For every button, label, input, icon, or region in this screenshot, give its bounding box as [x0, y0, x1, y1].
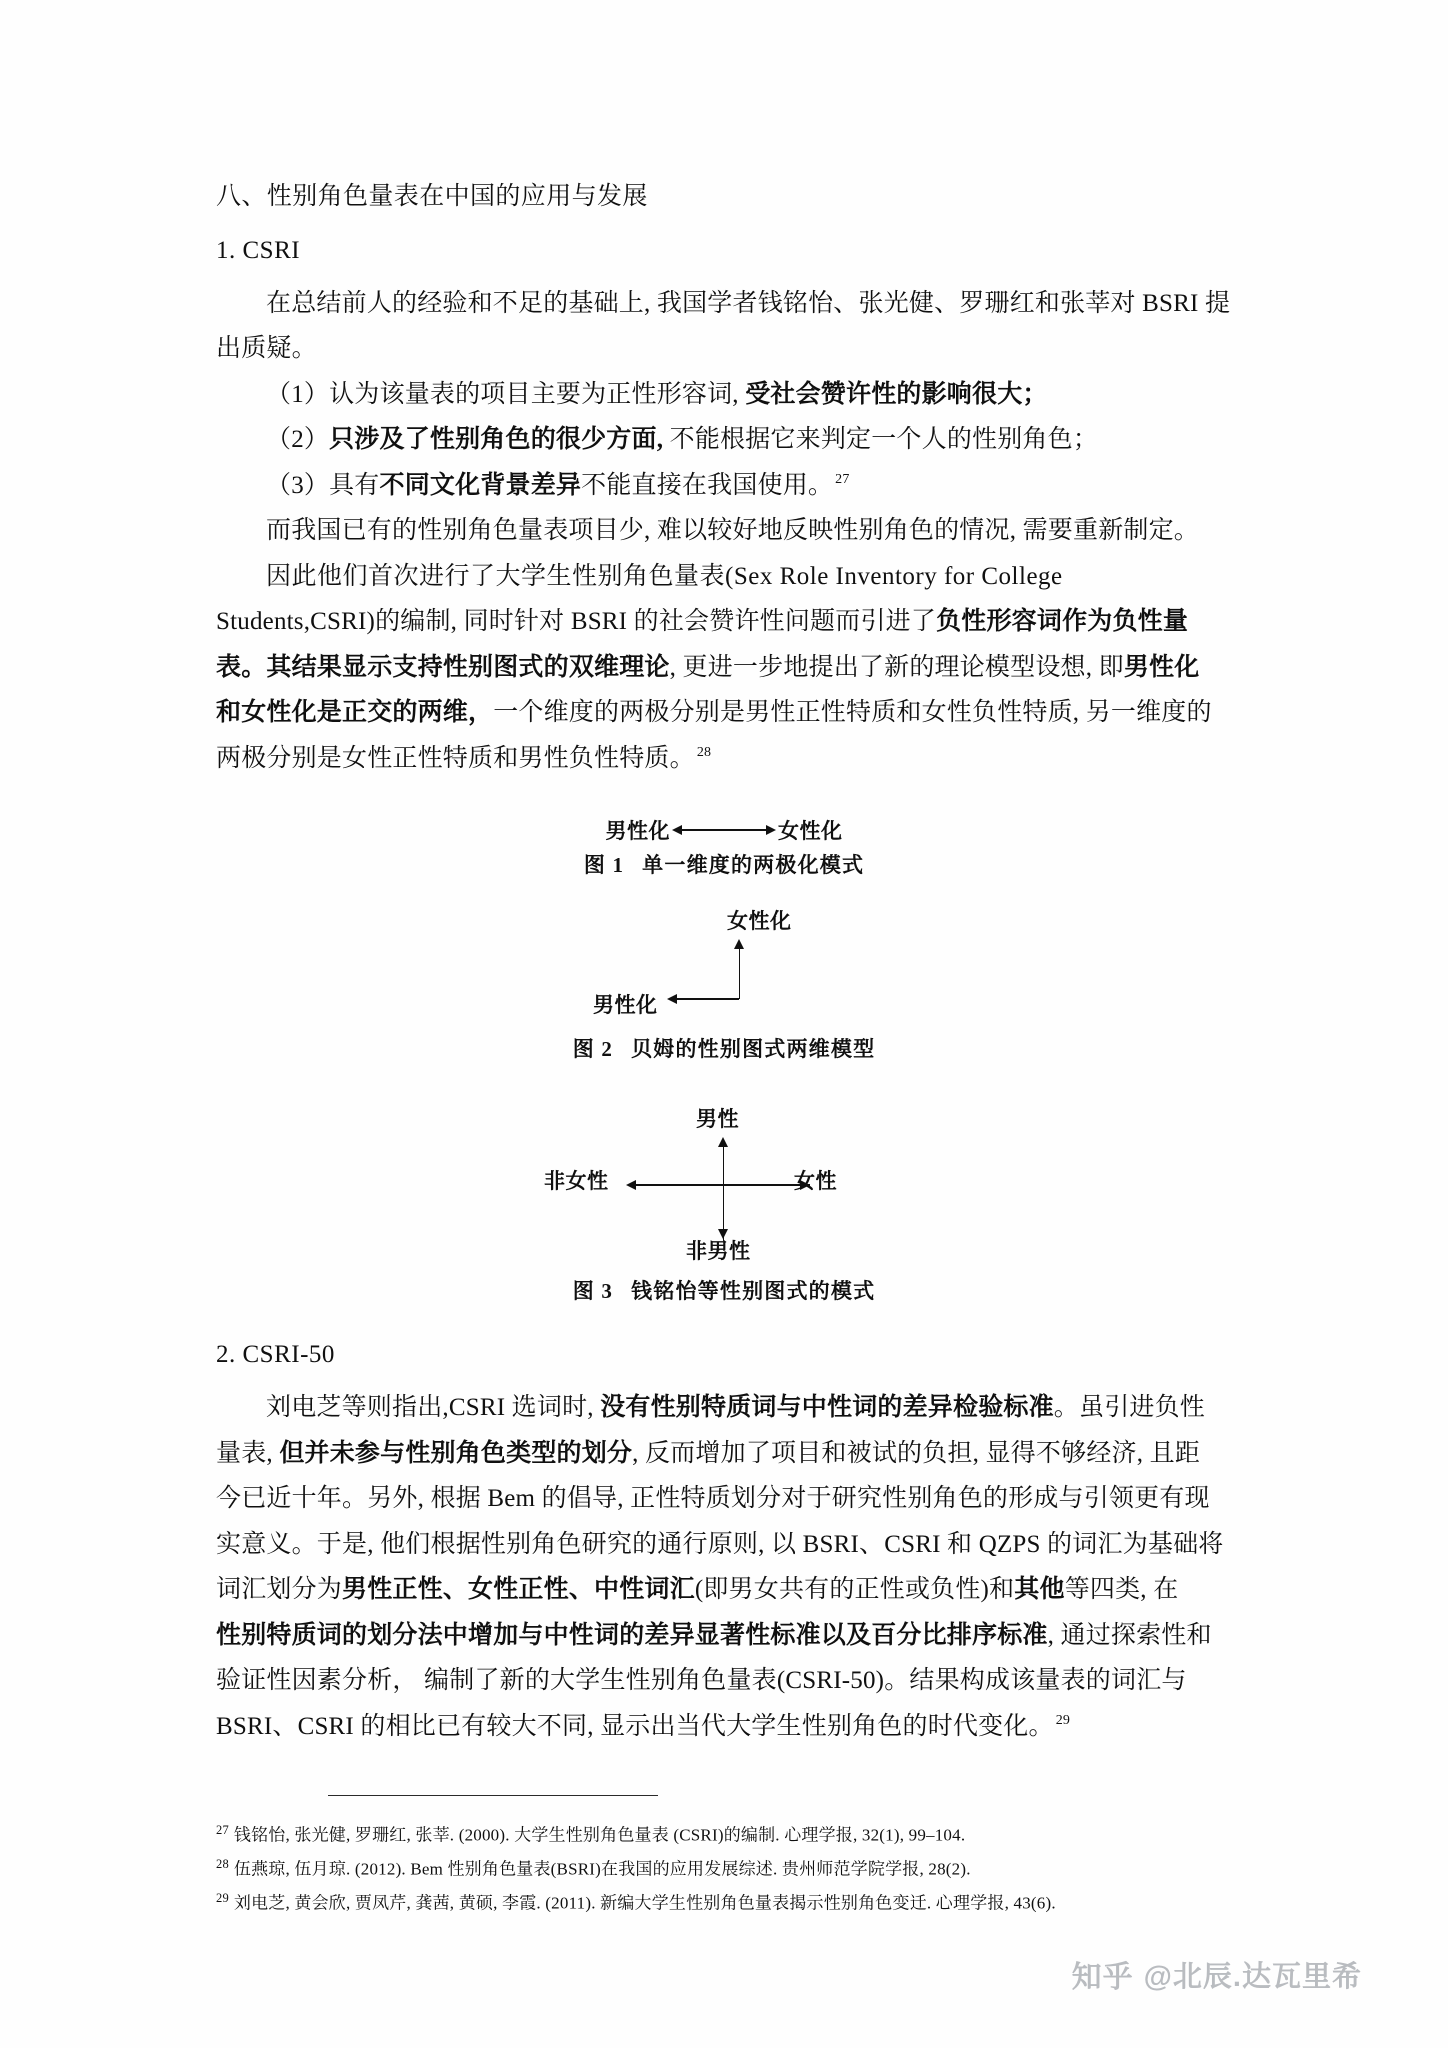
- paragraph-csri50-line6c: , 通过探索性和: [1047, 1621, 1212, 1649]
- figure-1-left-label: 男性化: [605, 819, 670, 844]
- paragraph-csri50-l6: [216, 1613, 1232, 1659]
- paragraph-csri50-line5c: (即男女共有的正性或负性)和: [694, 1576, 1015, 1604]
- paragraph-csri50-line5e: 等四类, 在: [1064, 1576, 1179, 1604]
- zhihu-watermark: [1072, 1952, 1362, 1996]
- list-item-1-bold: 受社会赞许性的影响很大；: [745, 380, 1048, 408]
- paragraph-csri-development-l3: [216, 645, 1232, 691]
- list-item-3-bold: 不同文化背景差异: [379, 471, 582, 499]
- footnote-item: [216, 1886, 1232, 1920]
- figure-3: [216, 1103, 1232, 1305]
- figure-2-horizontal-axis: [677, 998, 739, 1000]
- footnote-item: [216, 1852, 1232, 1886]
- paragraph-csri-dev-line3a: 表。其结果显示支持: [216, 653, 443, 681]
- figure-3-caption-text: 钱铭怡等性别图式的模式: [631, 1279, 876, 1304]
- footnote-list: [216, 1818, 1232, 1919]
- paragraph-csri50-line8: BSRI、CSRI 的相比已有较大不同, 显示出当代大学生性别角色的时代变化。: [216, 1712, 1054, 1740]
- paragraph-csri-intro-line2: 出质疑。: [216, 335, 317, 363]
- arrow-left-icon: [626, 1180, 636, 1190]
- figure-3-caption: [216, 1275, 1232, 1305]
- paragraph-csri-dev-line3c: , 更进一步地提出了新的理论模型设想, 即: [669, 653, 1124, 681]
- paragraph-csri50-line2c: , 反而增加了项目和被试的负担, 显得不够经济, 且距: [632, 1439, 1201, 1467]
- paragraph-csri-intro: [216, 281, 1232, 327]
- footnote-number: 29: [216, 1890, 229, 1905]
- list-item-1: [216, 372, 1232, 418]
- paragraph-csri-development-l5: [216, 736, 1232, 782]
- footnote-number: 27: [216, 1823, 229, 1838]
- paragraph-existing-scales: 而我国已有的性别角色量表项目少, 难以较好地反映性别角色的情况, 需要重新制定。: [266, 517, 1200, 545]
- paragraph-csri50-l4: 实意义。于是, 他们根据性别角色研究的通行原则, 以 BSRI、CSRI 和 QZPS 的词汇为基础将: [216, 1530, 1224, 1558]
- zhihu-logo-icon: 知乎: [1071, 1961, 1134, 1994]
- subsection-label-csri50: 2. CSRI-50: [216, 1341, 335, 1369]
- figure-3-bottom-label: 非男性: [686, 1239, 751, 1264]
- paragraph-csri-intro-line1: 在总结前人的经验和不足的基础上, 我国学者钱铭怡、张光健、罗珊红和张莘对 BSRI 提: [266, 289, 1231, 317]
- footnote-ref-27[interactable]: 27: [835, 472, 850, 488]
- figure-1-right-label: 女性化: [778, 819, 843, 844]
- paragraph-csri50-l2: [216, 1431, 1232, 1477]
- paragraph-csri-development-l1: [216, 554, 1232, 600]
- paragraph-csri50-l1: [216, 1385, 1232, 1431]
- figure-1: [216, 815, 1232, 879]
- paragraph-csri-development-l4: [216, 690, 1232, 736]
- list-item-2-rest: 不能根据它来判定一个人的性别角色；: [663, 426, 1099, 454]
- figure-1-caption: [216, 849, 1232, 879]
- figure-1-caption-text: 单一维度的两极化模式: [642, 853, 865, 878]
- figure-2-diagram: [559, 905, 889, 1029]
- paragraph-csri50-line5a: 词汇划分为: [216, 1576, 343, 1604]
- footnote-text: 钱铭怡, 张光健, 罗珊红, 张莘. (2000). 大学生性别角色量表 (CSRI)的编制. 心理学报, 32(1), 99–104.: [233, 1825, 966, 1845]
- list-item-2-bold: 只涉及了性别角色的很少方面,: [329, 426, 664, 454]
- section-heading: 八、性别角色量表在中国的应用与发展: [216, 183, 648, 210]
- list-item-1-plain: （1）认为该量表的项目主要为正性形容词,: [266, 380, 746, 408]
- list-item-3-rest: 不能直接在我国使用。: [581, 471, 834, 499]
- paragraph-csri-dev-line1: 因此他们首次进行了大学生性别角色量表(Sex Role Inventory for College: [266, 562, 1063, 590]
- paragraph-csri-development-l2: [216, 599, 1232, 645]
- footnote-separator: [328, 1795, 658, 1796]
- paragraph-csri-dev-line3b: 性别图式的双维理论: [442, 653, 670, 681]
- figure-1-diagram: [216, 815, 1232, 845]
- paragraph-csri50-line1c: 。虽引进负性: [1053, 1394, 1205, 1422]
- zhihu-watermark-username: @北辰.达瓦里希: [1143, 1960, 1362, 1993]
- footnote-number: 28: [216, 1857, 229, 1872]
- figure-2-caption: [216, 1033, 1232, 1063]
- figure-3-diagram: [544, 1103, 904, 1271]
- paragraph-csri-intro-cont: [216, 326, 1232, 372]
- paragraph-csri50-line6b: 别特质词的划分法中增加与中性词的差异显著性标准以及百分比排序标准: [241, 1621, 1048, 1649]
- figure-2: [216, 905, 1232, 1063]
- list-item-3: [216, 463, 1232, 509]
- paragraph-csri50-line2b: 但并未参与性别角色类型的划分: [279, 1439, 633, 1467]
- footnote-text: 刘电芝, 黄会欣, 贾凤芹, 龚茜, 黄硕, 李霞. (2011). 新编大学生性别角色量表揭示性别角色变迁. 心理学报, 43(6).: [233, 1893, 1056, 1913]
- figure-2-horizontal-label: 男性化: [593, 993, 658, 1018]
- list-item-3-prefix: （3）具有: [266, 471, 380, 499]
- paragraph-csri50-line1a: 刘电芝等则指出,CSRI 选词时,: [266, 1394, 601, 1422]
- figure-3-caption-number: 图 3: [572, 1279, 614, 1304]
- figure-group: [216, 815, 1232, 1305]
- paragraph-csri-dev-line4a: 和女性化是正交的两维，: [216, 699, 494, 727]
- figure-1-caption-number: 图 1: [583, 853, 625, 878]
- footnote-item: [216, 1818, 1232, 1852]
- double-arrow-icon: [672, 823, 776, 837]
- paragraph-csri50-line5b: 男性正性、女性正性、中性词汇: [342, 1576, 695, 1604]
- paragraph-csri50-line5d: 其他: [1014, 1576, 1065, 1604]
- footnote-ref-29[interactable]: 29: [1055, 1713, 1071, 1729]
- paragraph-csri-dev-line3d: 男性化: [1123, 653, 1200, 681]
- arrow-left-icon: [667, 994, 677, 1004]
- figure-3-right-label: 女性: [794, 1169, 837, 1194]
- paragraph-csri-dev-line2a: Students,CSRI)的编制, 同时针对 BSRI 的社会赞许性问题而引进了: [216, 608, 937, 636]
- paragraph-csri50-line6a: 性: [216, 1621, 242, 1649]
- figure-3-left-label: 非女性: [544, 1169, 609, 1194]
- paragraph-csri50-l3: 今已近十年。另外, 根据 Bem 的倡导, 正性特质划分对于研究性别角色的形成与引领更有现: [216, 1485, 1210, 1513]
- paragraph-csri-dev-line4b: 一个维度的两极分别是男性正性特质和女性负性特质, 另一维度的: [493, 699, 1212, 727]
- footnote-ref-28[interactable]: 28: [696, 745, 712, 761]
- paragraph-csri50-line1b: 没有性别特质词与中性词的差异检验标准: [600, 1394, 1054, 1422]
- list-item-2: [216, 417, 1232, 463]
- figure-2-vertical-label: 女性化: [727, 909, 792, 934]
- figure-3-vertical-axis: [723, 1145, 725, 1241]
- paragraph-csri-dev-line2b: 负性形容词作为负性量: [936, 608, 1189, 636]
- list-item-2-prefix: （2）: [266, 426, 330, 454]
- figure-3-top-label: 男性: [696, 1107, 739, 1132]
- figure-2-caption-number: 图 2: [572, 1037, 614, 1062]
- paragraph-csri50-l5: [216, 1567, 1232, 1613]
- subsection-label-csri: 1. CSRI: [216, 236, 301, 264]
- figure-2-vertical-axis: [739, 947, 741, 999]
- figure-3-horizontal-axis: [636, 1184, 810, 1186]
- paragraph-csri50-l7: 验证性因素分析， 编制了新的大学生性别角色量表(CSRI-50)。结果构成该量表的词汇与: [216, 1667, 1187, 1695]
- figure-2-caption-text: 贝姆的性别图式两维模型: [631, 1037, 876, 1062]
- paragraph-csri-dev-line5: 两极分别是女性正性特质和男性负性特质。: [216, 744, 695, 772]
- paragraph-csri50-line2a: 量表,: [216, 1439, 280, 1467]
- footnote-text: 伍燕琼, 伍月琼. (2012). Bem 性别角色量表(BSRI)在我国的应用发展综述. 贵州师范学院学报, 28(2).: [233, 1859, 971, 1879]
- page-content: [216, 178, 1232, 1920]
- paragraph-csri50-l8: [216, 1704, 1232, 1750]
